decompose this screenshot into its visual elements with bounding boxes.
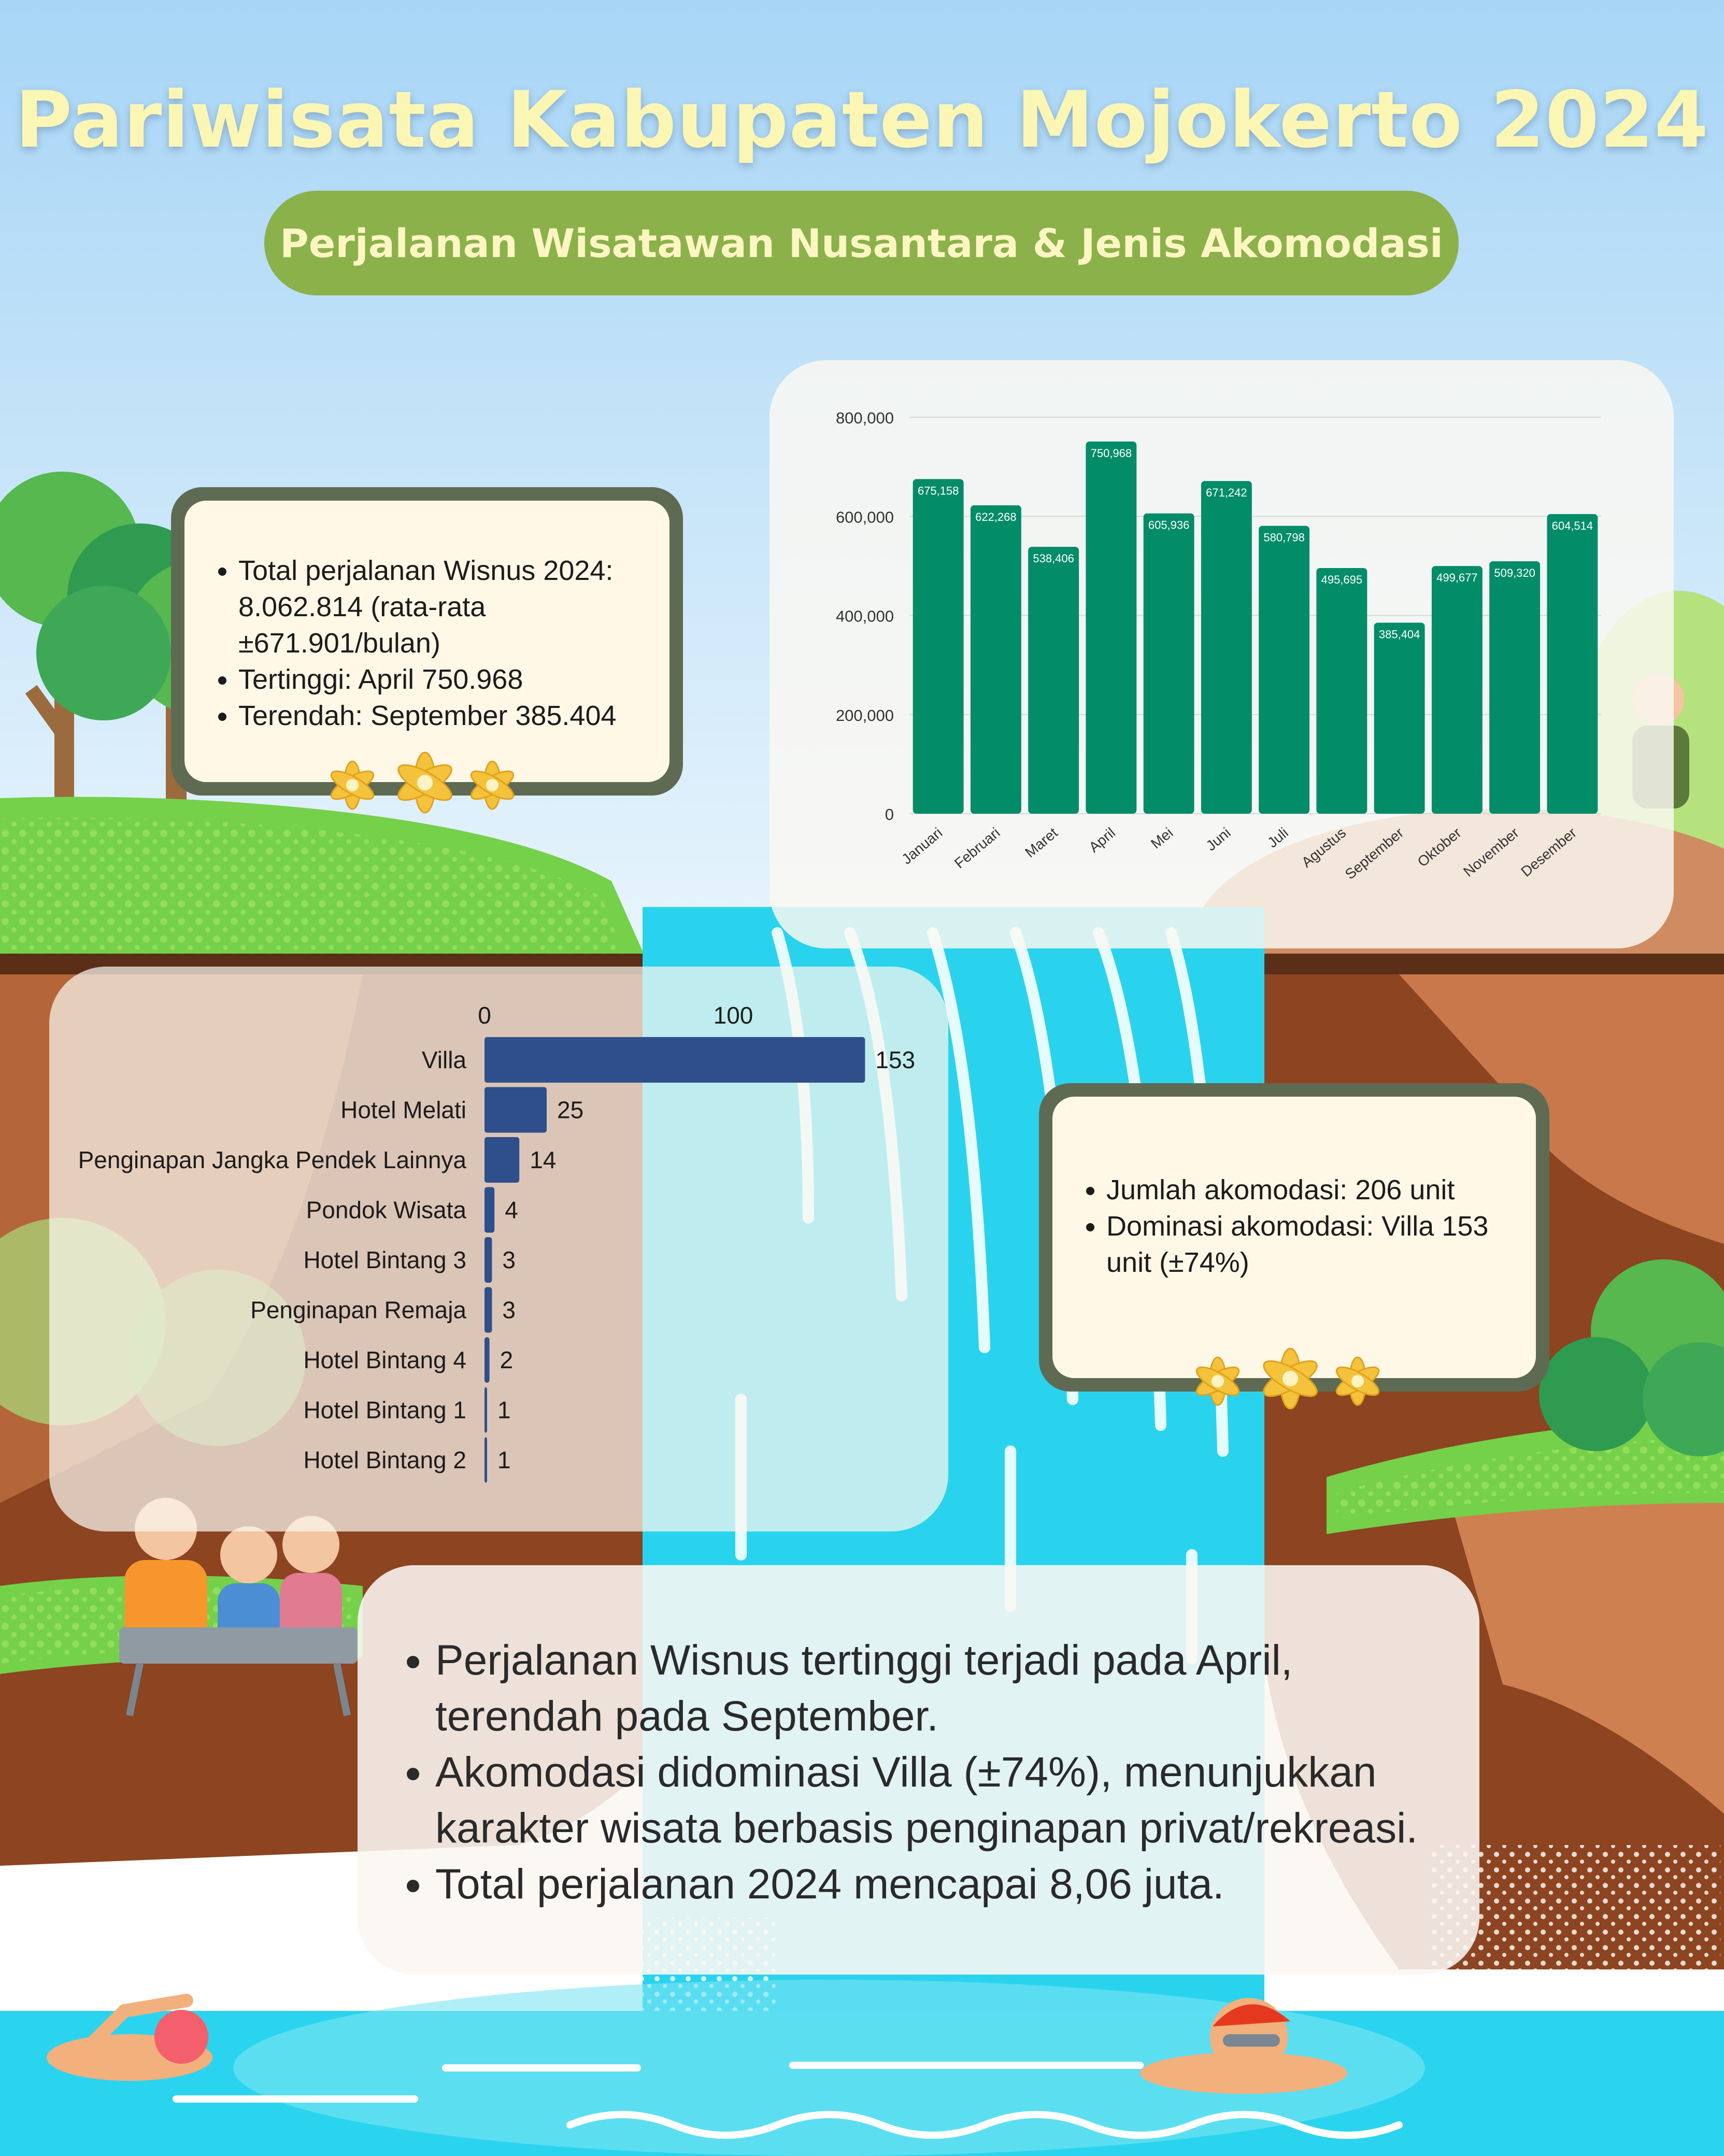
bar-value-label: 1	[497, 1446, 511, 1473]
accommodation-chart	[0, 1000, 948, 1493]
bar-maret	[1028, 547, 1079, 814]
bar-februari	[971, 505, 1021, 814]
bar-value-label: 580,798	[1263, 531, 1305, 544]
bar-villa	[485, 1037, 865, 1083]
category-label: Hotel Bintang 1	[303, 1396, 466, 1424]
category-label: Hotel Bintang 2	[303, 1446, 466, 1473]
x-tick-label: Februari	[951, 824, 1003, 872]
bar-hotel-bintang-2	[485, 1437, 487, 1483]
bar-hotel-bintang-3	[485, 1237, 492, 1283]
bar-value-label: 538,406	[1033, 552, 1074, 565]
bar-value-label: 1	[497, 1396, 511, 1424]
accommodation-note-item: • Dominasi akomodasi: Villa 153 unit (±74%)	[1106, 1208, 1505, 1281]
bar-value-label: 385,404	[1378, 628, 1420, 641]
bar-value-label: 3	[502, 1296, 516, 1324]
conclusion-card	[358, 1565, 1479, 1975]
bar-hotel-melati	[485, 1087, 547, 1133]
y-tick-label: 400,000	[835, 607, 894, 626]
category-label: Villa	[421, 1046, 466, 1073]
category-label: Penginapan Jangka Pendek Lainnya	[78, 1146, 466, 1173]
bar-value-label: 675,158	[917, 484, 959, 498]
bar-value-label: 604,514	[1551, 519, 1593, 532]
x-tick-label: September	[1342, 824, 1407, 883]
bar-oktober	[1432, 566, 1483, 814]
bar-hotel-bintang-1	[485, 1387, 487, 1433]
x-tick-label: Juni	[1203, 824, 1234, 854]
bar-value-label: 605,936	[1148, 518, 1190, 532]
bar-value-label: 14	[530, 1146, 557, 1173]
x-tick-label: Agustus	[1298, 824, 1349, 871]
flower-decoration	[1181, 1342, 1399, 1420]
bar-value-label: 4	[505, 1196, 518, 1224]
bar-hotel-bintang-4	[485, 1337, 490, 1383]
bar-value-label: 750,968	[1090, 446, 1132, 460]
bar-agustus	[1316, 568, 1367, 814]
y-tick-label: 0	[885, 805, 894, 824]
bar-mei	[1144, 514, 1194, 814]
category-label: Hotel Bintang 3	[303, 1246, 466, 1273]
conclusion-item: • Total perjalanan 2024 mencapai 8,06 juta.	[435, 1856, 1438, 1912]
bar-value-label: 671,242	[1206, 486, 1247, 500]
trips-note-item: • Tertinggi: April 750.968	[238, 661, 644, 698]
page-title: Pariwisata Kabupaten Mojokerto 2024	[15, 75, 1709, 165]
bar-value-label: 3	[502, 1246, 516, 1273]
bar-value-label: 495,695	[1321, 573, 1363, 586]
x-tick-label: Maret	[1022, 824, 1061, 861]
bar-value-label: 153	[875, 1046, 916, 1073]
bar-september	[1374, 622, 1425, 814]
category-label: Pondok Wisata	[306, 1196, 466, 1224]
y-tick-label: 800,000	[835, 409, 894, 427]
bar-januari	[913, 479, 964, 814]
x-tick-label: Oktober	[1414, 824, 1464, 870]
category-label: Penginapan Remaja	[250, 1296, 466, 1324]
flower-decoration	[316, 746, 534, 824]
category-label: Hotel Bintang 4	[303, 1346, 466, 1373]
x-tick-label: November	[1460, 824, 1522, 880]
x-tick-label: April	[1086, 824, 1119, 856]
subtitle-pill	[264, 191, 1459, 295]
bar-value-label: 2	[500, 1346, 514, 1373]
x-tick-label: 0	[478, 1002, 491, 1029]
bar-november	[1489, 561, 1540, 814]
bar-value-label: 622,268	[975, 510, 1017, 523]
bar-juli	[1259, 526, 1309, 814]
bar-value-label: 25	[557, 1096, 584, 1124]
conclusion-item: • Perjalanan Wisnus tertinggi terjadi pada April, terendah pada September.	[435, 1633, 1438, 1744]
x-tick-label: Januari	[899, 824, 946, 868]
bar-penginapan-jangka-pendek-lainnya	[485, 1137, 519, 1183]
x-tick-label: Desember	[1518, 824, 1580, 880]
x-tick-label: Juli	[1264, 824, 1291, 851]
y-tick-label: 600,000	[835, 508, 894, 527]
trips-note-item: • Terendah: September 385.404	[238, 698, 644, 734]
category-label: Hotel Melati	[340, 1096, 466, 1124]
bar-juni	[1201, 481, 1252, 814]
bar-april	[1086, 442, 1136, 814]
y-tick-label: 200,000	[835, 706, 894, 725]
bar-penginapan-remaja	[485, 1287, 492, 1333]
bar-desember	[1547, 514, 1598, 814]
accommodation-note-item: • Jumlah akomodasi: 206 unit	[1106, 1172, 1505, 1208]
bar-value-label: 509,320	[1494, 566, 1535, 579]
trips-note-item: • Total perjalanan Wisnus 2024: 8.062.814 (rata-rata ±671.901/bulan)	[238, 552, 644, 661]
x-tick-label: Mei	[1147, 824, 1176, 852]
bar-value-label: 499,677	[1436, 571, 1478, 585]
page-subtitle: Perjalanan Wisatawan Nusantara & Jenis Akomodasi	[280, 220, 1443, 266]
x-tick-label: 100	[713, 1002, 753, 1029]
bar-pondok-wisata	[485, 1187, 494, 1233]
conclusion-item: • Akomodasi didominasi Villa (±74%), menunjukkan karakter wisata berbasis penginapan privat/rekreasi.	[435, 1744, 1438, 1856]
monthly-trips-chart	[770, 360, 1674, 948]
